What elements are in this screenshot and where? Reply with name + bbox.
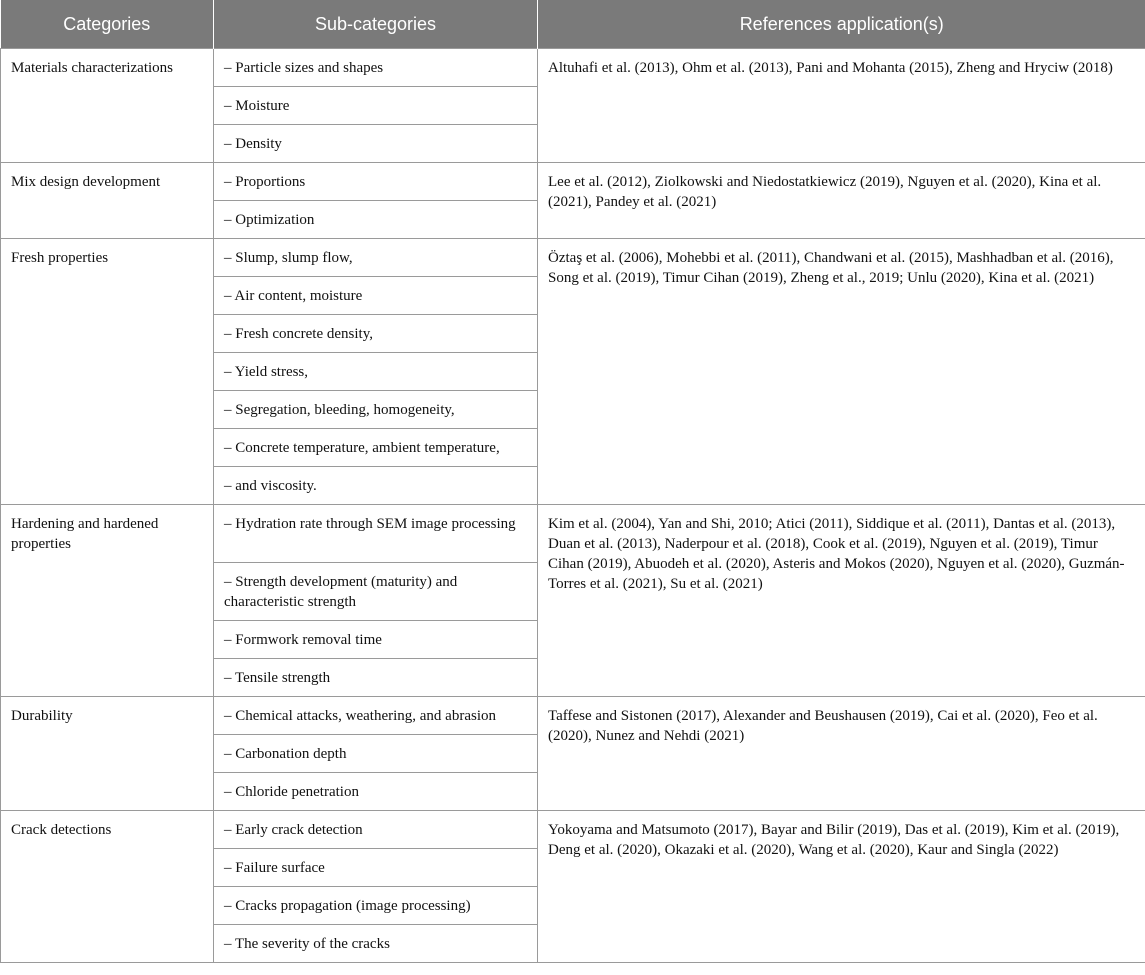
- sub-category-cell: – Early crack detection: [214, 811, 538, 849]
- category-cell: Crack detections: [1, 811, 214, 963]
- category-cell: Materials characterizations: [1, 49, 214, 163]
- sub-category-cell: – and viscosity.: [214, 467, 538, 505]
- sub-category-cell: – Tensile strength: [214, 659, 538, 697]
- table-header: [1, 0, 1145, 49]
- sub-category-cell: – Air content, moisture: [214, 277, 538, 315]
- sub-category-cell: – Yield stress,: [214, 353, 538, 391]
- references-cell: Öztaş et al. (2006), Mohebbi et al. (2011), Chandwani et al. (2015), Mashhadban et al. (2016), Song et al. (2019), Timur Cihan (2019), Zheng et al., 2019; Unlu (2020), Kina et al. (2021): [538, 239, 1145, 505]
- category-cell: Mix design development: [1, 163, 214, 239]
- sub-category-cell: – Cracks propagation (image processing): [214, 887, 538, 925]
- header-sub-categories: Sub-categories: [214, 0, 538, 49]
- table-row: [1, 163, 1145, 201]
- references-cell: Lee et al. (2012), Ziolkowski and Niedostatkiewicz (2019), Nguyen et al. (2020), Kina et al. (2021), Pandey et al. (2021): [538, 163, 1145, 239]
- table-row: [1, 239, 1145, 277]
- sub-category-cell: – Segregation, bleeding, homogeneity,: [214, 391, 538, 429]
- table-row: [1, 811, 1145, 849]
- sub-category-cell: – Fresh concrete density,: [214, 315, 538, 353]
- sub-category-cell: – Chloride penetration: [214, 773, 538, 811]
- header-row: [1, 0, 1145, 49]
- sub-category-cell: – Concrete temperature, ambient temperature,: [214, 429, 538, 467]
- references-cell: Taffese and Sistonen (2017), Alexander and Beushausen (2019), Cai et al. (2020), Feo et al. (2020), Nunez and Nehdi (2021): [538, 697, 1145, 811]
- sub-category-cell: – The severity of the cracks: [214, 925, 538, 963]
- sub-category-cell: – Density: [214, 125, 538, 163]
- references-cell: Kim et al. (2004), Yan and Shi, 2010; Atici (2011), Siddique et al. (2011), Dantas et al. (2013), Duan et al. (2013), Naderpour et al. (2018), Cook et al. (2019), Nguyen et al. (2019), Timur Cihan (2019), Abuodeh et al. (2020), Asteris and Mokos (2020), Nguyen et al. (2020), Guzmán-Torres et al. (2021), Su et al. (2021): [538, 505, 1145, 697]
- sub-category-cell: – Failure surface: [214, 849, 538, 887]
- table-row: [1, 697, 1145, 735]
- sub-category-cell: – Chemical attacks, weathering, and abrasion: [214, 697, 538, 735]
- sub-category-cell: – Strength development (maturity) and characteristic strength: [214, 563, 538, 621]
- references-cell: Altuhafi et al. (2013), Ohm et al. (2013), Pani and Mohanta (2015), Zheng and Hryciw (2018): [538, 49, 1145, 163]
- sub-category-cell: – Moisture: [214, 87, 538, 125]
- table-body: [1, 49, 1145, 963]
- sub-category-cell: – Carbonation depth: [214, 735, 538, 773]
- table-row: [1, 49, 1145, 87]
- sub-category-cell: – Optimization: [214, 201, 538, 239]
- header-references: References application(s): [538, 0, 1145, 49]
- table-row: [1, 505, 1145, 563]
- sub-category-cell: – Slump, slump flow,: [214, 239, 538, 277]
- header-categories: Categories: [1, 0, 214, 49]
- sub-category-cell: – Proportions: [214, 163, 538, 201]
- sub-category-cell: – Formwork removal time: [214, 621, 538, 659]
- category-cell: Hardening and hardened properties: [1, 505, 214, 697]
- sub-category-cell: – Hydration rate through SEM image processing: [214, 505, 538, 563]
- sub-category-cell: – Particle sizes and shapes: [214, 49, 538, 87]
- category-cell: Durability: [1, 697, 214, 811]
- references-cell: Yokoyama and Matsumoto (2017), Bayar and Bilir (2019), Das et al. (2019), Kim et al. (2019), Deng et al. (2020), Okazaki et al. (2020), Wang et al. (2020), Kaur and Singla (2022): [538, 811, 1145, 963]
- category-cell: Fresh properties: [1, 239, 214, 505]
